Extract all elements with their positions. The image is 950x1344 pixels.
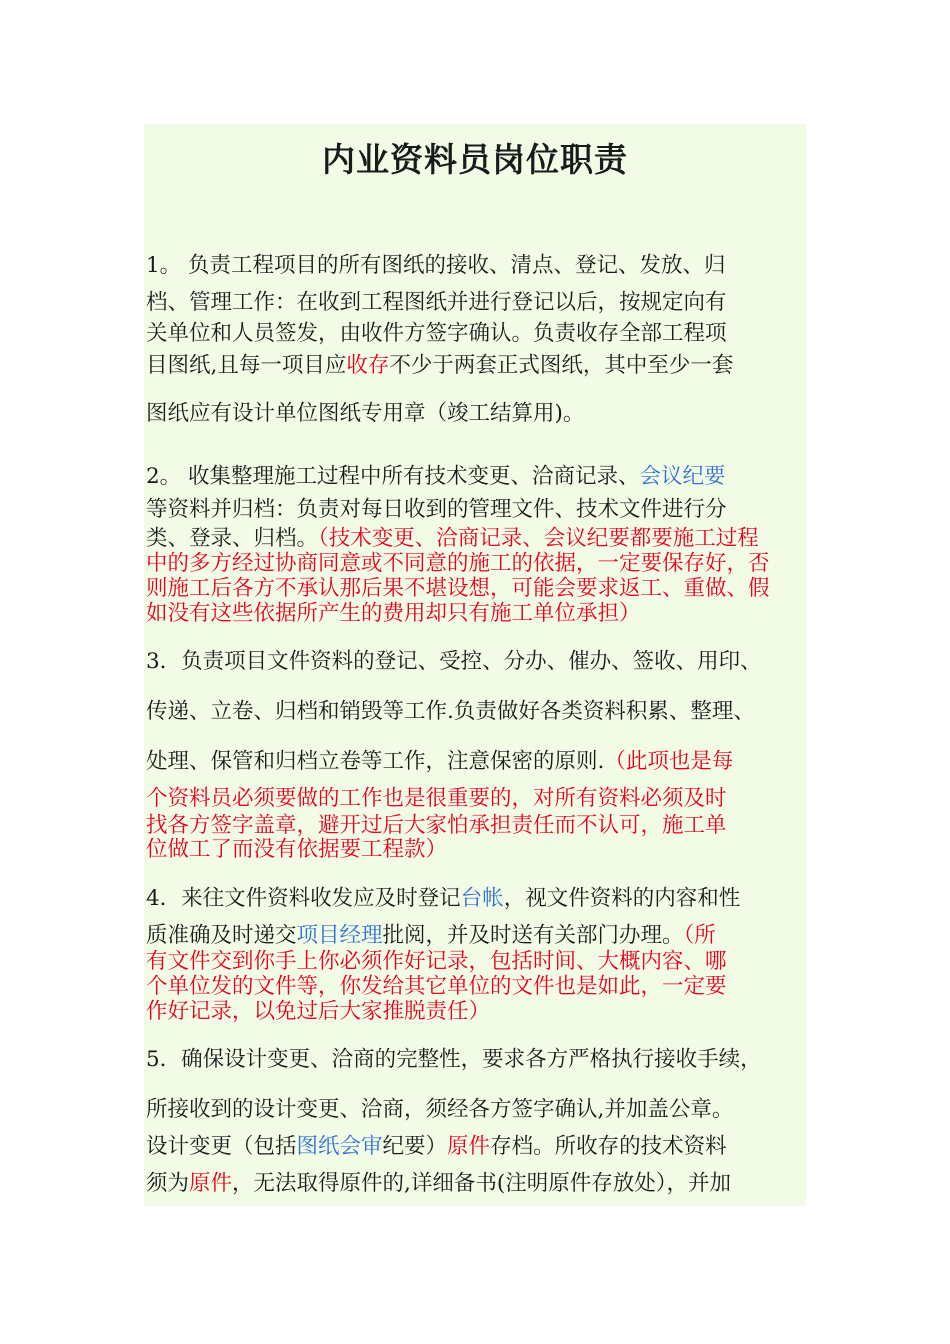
highlighted-text: 有文件交到你手上你必须作好记录，包括时间、大概内容、哪 xyxy=(146,949,727,974)
text-segment: 批阅，并及时送有关部门办理。 xyxy=(382,923,684,948)
highlighted-text: 原件 xyxy=(189,1171,233,1196)
text-line xyxy=(146,694,755,725)
text-segment: ，无法取得原件的,详细备书(注明原件存放处），并加 xyxy=(232,1171,732,1196)
highlighted-text: 中的多方经过协商同意或不同意的施工的依据，一定要保存好，否 xyxy=(146,551,770,576)
text-segment: 等资料并归档：负责对每日收到的管理文件、技术文件进行分 xyxy=(146,497,727,522)
text-segment: 5．确保设计变更、洽商的完整性，要求各方严格执行接收手续， xyxy=(146,1047,762,1072)
linked-term[interactable]: 台帐 xyxy=(460,886,504,911)
highlighted-text: 个单位发的文件等，你发给其它单位的文件也是如此，一定要 xyxy=(146,974,727,999)
linked-term[interactable]: 图纸会审 xyxy=(296,1134,383,1159)
highlighted-text: （技术变更、洽商记录、会议纪要都要施工过程 xyxy=(318,526,759,551)
text-line xyxy=(146,881,740,912)
highlighted-text: 则施工后各方不承认那后果不堪设想，可能会要求返工、重做、假 xyxy=(146,576,770,601)
text-segment: 处理、保管和归档立卷等工作，注意保密的原则. xyxy=(146,749,605,774)
text-segment: 须为 xyxy=(146,1171,190,1196)
text-line xyxy=(146,1129,727,1160)
highlighted-text: 个资料员必须要做的工作也是很重要的，对所有资料必须及时 xyxy=(146,786,727,811)
text-segment: 传递、立卷、归档和销毁等工作.负责做好各类资料积累、整理、 xyxy=(146,699,755,724)
text-segment: 存档。所收存的技术资料 xyxy=(490,1134,727,1159)
text-line xyxy=(146,248,726,279)
text-segment: 设计变更（包括 xyxy=(146,1134,297,1159)
document-title: 内业资料员岗位职责 xyxy=(322,140,628,179)
text-segment: 不少于两套正式图纸，其中至少一套 xyxy=(389,353,734,378)
document-page xyxy=(144,124,806,1206)
text-segment: 类、登录、归档。 xyxy=(146,526,319,551)
highlighted-text: （所 xyxy=(683,923,716,948)
linked-term[interactable]: 项目经理 xyxy=(296,923,383,948)
text-segment: 1。 负责工程项目的所有图纸的接收、清点、登记、发放、归 xyxy=(146,253,726,278)
text-line xyxy=(146,744,733,775)
highlighted-text: 找各方签字盖章，避开过后大家怕承担责任而不认可，施工单 xyxy=(146,813,727,838)
text-line xyxy=(146,316,727,347)
text-segment: ，视文件资料的内容和性 xyxy=(503,886,741,911)
text-line xyxy=(146,596,641,627)
text-line xyxy=(146,492,727,523)
text-segment: 所接收到的设计变更、洽商，须经各方签字确认,并加盖公章。 xyxy=(146,1097,734,1122)
text-segment: 纪要） xyxy=(382,1134,448,1159)
text-line xyxy=(146,459,726,490)
highlighted-text: 如没有这些依据所产生的费用却只有施工单位承担） xyxy=(146,601,641,626)
highlighted-text: 位做工了而没有依据要工程款） xyxy=(146,837,448,862)
text-segment: 质准确及时递交 xyxy=(146,923,297,948)
text-segment: 2。 收集整理施工过程中所有技术变更、洽商记录、 xyxy=(146,464,640,489)
text-segment: 档、管理工作：在收到工程图纸并进行登记以后，按规定向有 xyxy=(146,290,727,315)
text-line xyxy=(146,1042,762,1073)
text-segment: 目图纸,且每一项目应 xyxy=(146,353,347,378)
text-line xyxy=(146,832,447,863)
text-segment: 图纸应有设计单位图纸专用章（竣工结算用)。 xyxy=(146,401,585,426)
text-line xyxy=(146,994,490,1025)
text-line xyxy=(146,285,727,316)
highlighted-text: 原件 xyxy=(447,1134,491,1159)
text-segment: 4．来往文件资料收发应及时登记 xyxy=(146,886,461,911)
text-segment: 3．负责项目文件资料的登记、受控、分办、催办、签收、用印、 xyxy=(146,649,762,674)
text-segment: 关单位和人员签发，由收件方签字确认。负责收存全部工程项 xyxy=(146,321,727,346)
text-line xyxy=(146,348,733,379)
linked-term[interactable]: 会议纪要 xyxy=(639,464,726,489)
text-line xyxy=(146,1166,731,1197)
text-line xyxy=(146,644,762,675)
highlighted-text: 收存 xyxy=(346,353,390,378)
text-line xyxy=(146,396,584,427)
highlighted-text: （此项也是每 xyxy=(604,749,734,774)
highlighted-text: 作好记录，以免过后大家推脱责任） xyxy=(146,999,491,1024)
text-line xyxy=(146,1092,733,1123)
